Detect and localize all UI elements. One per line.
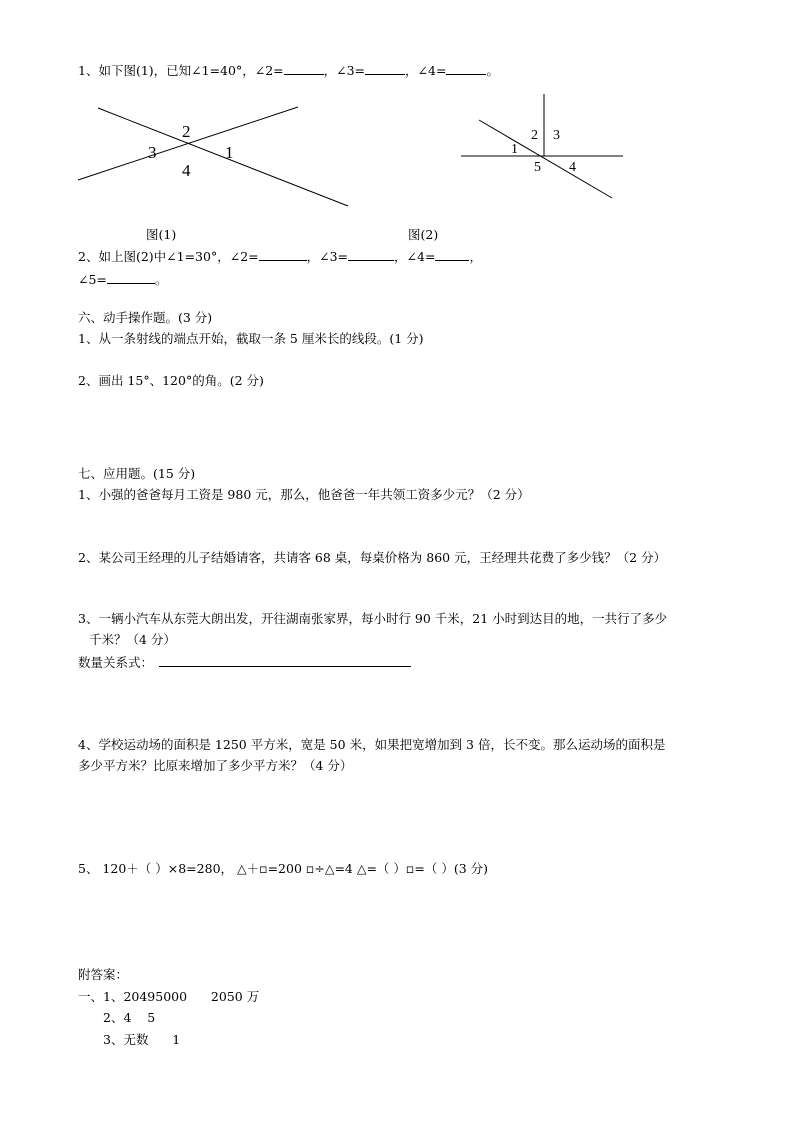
q2-sep3: ，∠4= — [394, 249, 436, 264]
question-1 — [78, 62, 499, 79]
section-7-q3-relation — [78, 654, 411, 671]
q3-relation-blank[interactable] — [159, 654, 411, 667]
fig2-caption: 图(2) — [408, 227, 439, 242]
q1-angle2-blank[interactable] — [284, 62, 324, 75]
fig2-label-4: 4 — [569, 160, 576, 175]
q1-end: 。 — [486, 63, 499, 78]
section-7-question-4-line2: 多少平方米？比原来增加了多少平方米？（4 分） — [78, 758, 353, 773]
q2-angle3-blank[interactable] — [348, 248, 394, 261]
section-6-title: 六、动手操作题。(3 分) — [78, 310, 213, 325]
answers-line-3: 3、无数 1 — [103, 1032, 181, 1047]
answers-line-1: 一、1、20495000 2050 万 — [78, 989, 260, 1004]
figure-2 — [455, 90, 630, 205]
figure-1 — [70, 100, 360, 215]
q1-angle3-blank[interactable] — [365, 62, 405, 75]
fig2-label-1: 1 — [511, 142, 518, 157]
q1-prefix: 1、如下图(1)，已知∠1=40°，∠2= — [78, 63, 284, 78]
q3-relation-label: 数量关系式： — [78, 655, 154, 670]
q1-angle4-blank[interactable] — [446, 62, 486, 75]
section-7-title: 七、应用题。(15 分) — [78, 466, 196, 481]
fig1-caption: 图(1) — [146, 227, 177, 242]
fig1-label-2: 2 — [182, 122, 191, 141]
q2-line2-end: 。 — [154, 272, 168, 287]
section-7-question-4-line1: 4、学校运动场的面积是 1250 平方米，宽是 50 米，如果把宽增加到 3 倍，长不变。那么运动场的面积是 — [78, 737, 666, 752]
section-7-question-5: 5、 120＋（ ）×8=280， △＋▫=200 ▫÷△=4 △=（ ）▫=（ ）(3 分) — [78, 861, 488, 876]
section-6-item-1: 1、从一条射线的端点开始，截取一条 5 厘米长的线段。(1 分) — [78, 331, 424, 346]
q2-sep2: ，∠3= — [306, 249, 349, 264]
fig2-label-2: 2 — [531, 128, 538, 143]
q1-sep3: ，∠4= — [405, 63, 447, 78]
fig2-slant-line — [479, 120, 612, 198]
fig1-label-1: 1 — [225, 143, 234, 162]
q2-angle5-blank[interactable] — [107, 271, 155, 284]
q2-end: ， — [469, 249, 482, 264]
question-2 — [78, 248, 482, 265]
fig1-line-a — [98, 108, 348, 206]
q2-angle4-blank[interactable] — [435, 248, 469, 261]
section-6-item-2: 2、画出 15°、120°的角。(2 分) — [78, 373, 264, 388]
q2-angle2-blank[interactable] — [259, 248, 307, 261]
section-7-question-3-line2: 千米？（4 分） — [89, 632, 176, 647]
q2-prefix: 2、如上图(2)中∠1=30°，∠2= — [78, 249, 259, 264]
fig1-label-4: 4 — [182, 161, 191, 180]
fig2-label-3: 3 — [553, 128, 560, 143]
q1-sep2: ，∠3= — [323, 63, 366, 78]
fig2-label-5: 5 — [534, 160, 541, 175]
answers-title: 附答案： — [78, 967, 129, 982]
section-7-question-2: 2、某公司王经理的儿子结婚请客，共请客 68 桌，每桌价格为 860 元，王经理共花费了多少钱？（2 分） — [78, 550, 667, 565]
fig1-label-3: 3 — [148, 143, 157, 162]
q2-line2-prefix: ∠5= — [78, 272, 107, 287]
answers-line-2: 2、4 5 — [103, 1010, 156, 1025]
section-7-question-1: 1、小强的爸爸每月工资是 980 元，那么，他爸爸一年共领工资多少元？（2 分） — [78, 487, 530, 502]
question-2-line2 — [78, 271, 167, 288]
section-7-question-3-line1: 3、一辆小汽车从东莞大朗出发，开往湖南张家界，每小时行 90 千米，21 小时到达目的地，一共行了多少 — [78, 611, 668, 626]
